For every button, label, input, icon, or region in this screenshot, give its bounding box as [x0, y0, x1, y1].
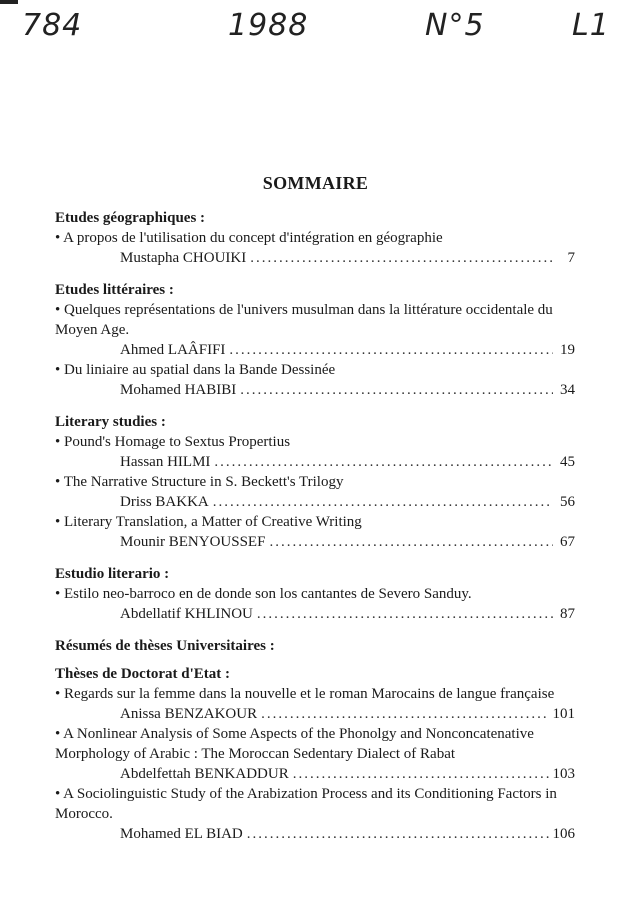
section-heading: Etudes littéraires :	[55, 282, 174, 298]
entry-title: • The Narrative Structure in S. Beckett's Trilogy	[55, 474, 344, 490]
section-subheading: Thèses de Doctorat d'Etat :	[55, 666, 230, 682]
entry-author: Mustapha CHOUIKI	[120, 250, 247, 266]
toc-entry	[55, 300, 575, 360]
entry-title: • A Nonlinear Analysis of Some Aspects of the Phonolgy and Nonconcatenative Morphology of Arabic : The Moroccan Sedentary Dialect of Rabat	[55, 726, 534, 762]
entry-title: • Pound's Homage to Sextus Propertius	[55, 434, 291, 450]
entry-author-line	[55, 492, 575, 512]
entry-author: Ahmed LAÂFIFI	[120, 342, 226, 358]
entry-author-line	[55, 340, 575, 360]
page-title: SOMMAIRE	[262, 173, 369, 193]
entry-page: 67	[560, 534, 575, 550]
entry-author: Hassan HILMI	[120, 454, 211, 470]
dot-leader	[269, 532, 553, 552]
entry-author: Mounir BENYOUSSEF	[120, 534, 266, 550]
entry-title: • Quelques représentations de l'univers musulman dans la littérature occidentale du Moyen Age.	[55, 302, 553, 338]
entry-title: • Literary Translation, a Matter of Creative Writing	[55, 514, 362, 530]
entry-title: • Estilo neo-barroco en de donde son los cantantes de Severo Sanduy.	[55, 586, 472, 602]
toc-entry	[55, 360, 575, 400]
handwritten-code: L1	[572, 8, 610, 43]
handwritten-number: 784	[22, 8, 83, 43]
entry-author: Abdelfettah BENKADDUR	[120, 766, 289, 782]
entry-page: 87	[560, 606, 575, 622]
toc-entry	[55, 724, 575, 784]
scan-mark	[0, 0, 18, 4]
entry-author-line	[55, 452, 575, 472]
dot-leader	[229, 340, 553, 360]
entry-page: 7	[567, 250, 575, 266]
dot-leader	[257, 604, 553, 624]
entry-author-line	[55, 704, 575, 724]
entry-author: Driss BAKKA	[120, 494, 209, 510]
handwritten-issue: N°5	[425, 8, 485, 43]
entry-author: Anissa BENZAKOUR	[120, 706, 258, 722]
toc-entry	[55, 472, 575, 512]
entry-page: 106	[552, 826, 575, 842]
section-heading: Etudes géographiques :	[55, 210, 206, 226]
section-heading: Estudio literario :	[55, 566, 170, 582]
entry-page: 19	[560, 342, 575, 358]
entry-page: 101	[552, 706, 575, 722]
entry-page: 103	[552, 766, 575, 782]
toc-entry	[55, 228, 575, 268]
section-heading: Literary studies :	[55, 414, 166, 430]
table-of-contents	[55, 208, 575, 844]
entry-title: • Du liniaire au spatial dans la Bande Dessinée	[55, 362, 336, 378]
handwritten-year: 1988	[228, 8, 309, 43]
entry-author: Mohamed HABIBI	[120, 382, 237, 398]
entry-author-line	[55, 764, 575, 784]
dot-leader	[213, 492, 553, 512]
entry-author-line	[55, 248, 575, 268]
dot-leader	[214, 452, 553, 472]
dot-leader	[247, 824, 549, 844]
toc-entry	[55, 432, 575, 472]
entry-author-line	[55, 532, 575, 552]
entry-page: 34	[560, 382, 575, 398]
toc-entry	[55, 584, 575, 624]
section-heading: Résumés de thèses Universitaires :	[55, 638, 275, 654]
entry-author: Mohamed EL BIAD	[120, 826, 243, 842]
entry-title: • Regards sur la femme dans la nouvelle et le roman Marocains de langue française	[55, 686, 555, 702]
toc-entry	[55, 784, 575, 844]
entry-author-line	[55, 824, 575, 844]
entry-page: 45	[560, 454, 575, 470]
dot-leader	[293, 764, 549, 784]
entry-author-line	[55, 380, 575, 400]
toc-entry	[55, 512, 575, 552]
dot-leader	[240, 380, 553, 400]
entry-author: Abdellatif KHLINOU	[120, 606, 253, 622]
entry-author-line	[55, 604, 575, 624]
entry-title: • A Sociolinguistic Study of the Arabization Process and its Conditioning Factors in Morocco.	[55, 786, 557, 822]
dot-leader	[250, 248, 553, 268]
dot-leader	[261, 704, 548, 724]
entry-title: • A propos de l'utilisation du concept d'intégration en géographie	[55, 230, 443, 246]
entry-page: 56	[560, 494, 575, 510]
toc-entry	[55, 684, 575, 724]
